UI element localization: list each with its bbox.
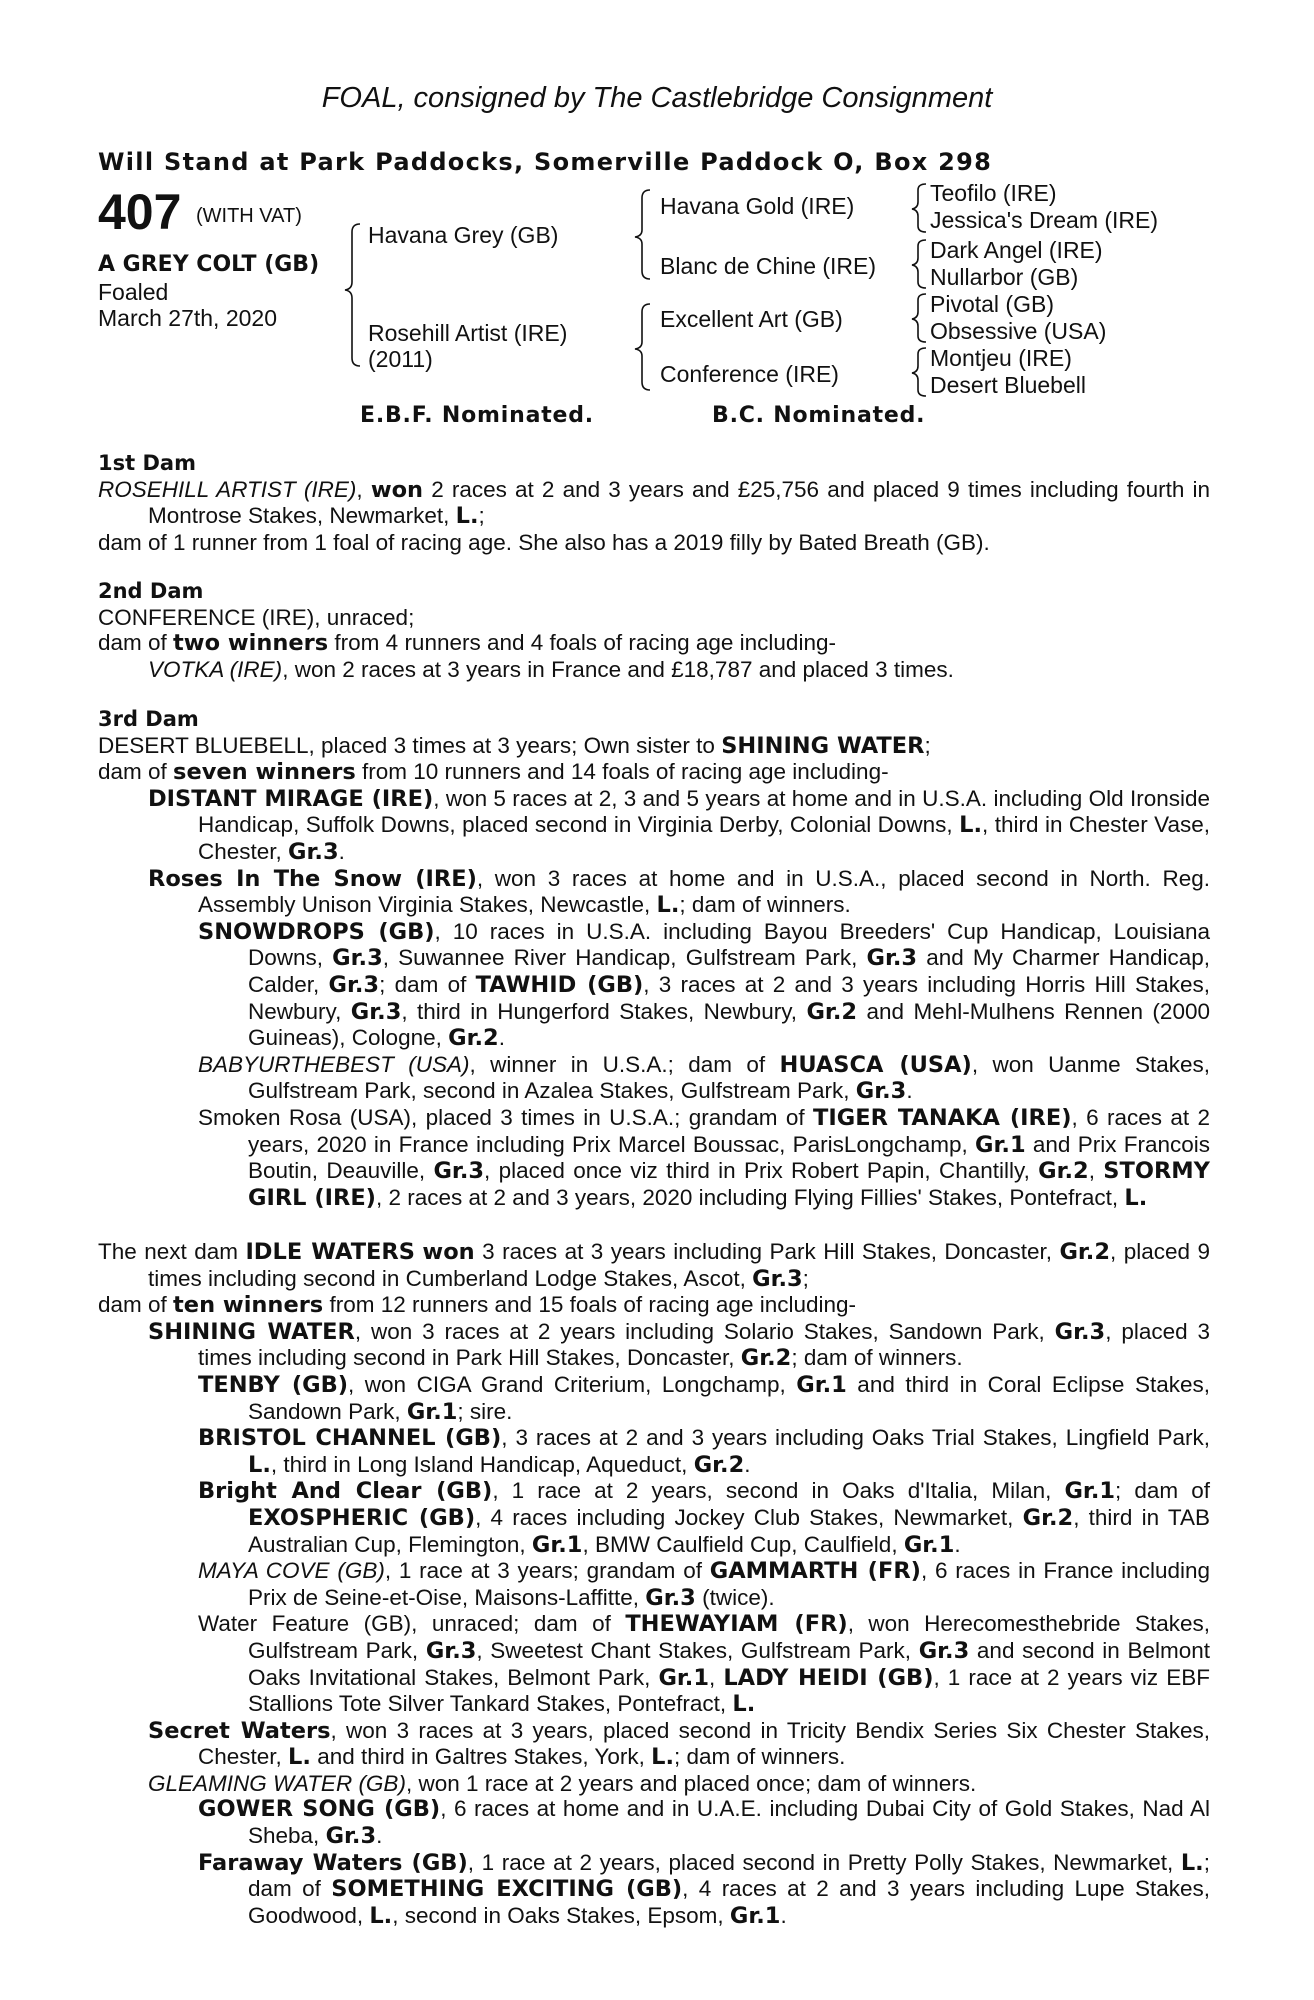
vat-note: (WITH VAT) — [196, 205, 302, 227]
third-dam-section — [98, 707, 1210, 1211]
progeny-secret-waters: Secret Waters, won 3 races at 3 years, placed second in Tricity Bendix Series Six Chester Stakes, Chester, L. and third in Galtres Stakes, York, L.; dam of winners. — [148, 1717, 1211, 1771]
second-dam-record: CONFERENCE (IRE), unraced; — [98, 604, 415, 630]
bc-nominated: B.C. Nominated. — [712, 403, 926, 428]
pedigree-ggp: Dark Angel (IRE) — [930, 237, 1103, 263]
progeny-gower-song: GOWER SONG (GB), 6 races at home and in U.A.E. including Dubai City of Gold Stakes, Nad Al Sheba, Gr.3. — [198, 1796, 1211, 1850]
first-dam-produce: dam of 1 runner from 1 foal of racing age. She also has a 2019 filly by Bated Breath (GB). — [98, 529, 990, 555]
pedigree-sire-sire: Havana Gold (IRE) — [660, 193, 855, 219]
ebf-nominated: E.B.F. Nominated. — [360, 403, 594, 428]
pedigree-dam: Rosehill Artist (IRE) — [368, 320, 568, 346]
progeny-faraway-waters: Faraway Waters (GB), 1 race at 2 years, placed second in Pretty Polly Stakes, Newmarket, L.; dam of SOMETHING EXCITING (GB), 4 races at 2 and 3 years including Lupe Stakes, Goodwood, L., second in Oaks Stakes, Epsom, Gr.1. — [198, 1849, 1210, 1929]
second-dam-produce: dam of two winners from 4 runners and 4 foals of racing age including- — [98, 630, 836, 657]
pedigree-ggp: Desert Bluebell — [930, 372, 1086, 398]
stand-location: Will Stand at Park Paddocks, Somerville Paddock O, Box 298 — [98, 148, 993, 176]
pedigree-sire: Havana Grey (GB) — [368, 222, 559, 248]
pedigree-ggp: Jessica's Dream (IRE) — [930, 207, 1159, 233]
pedigree-ggp: Obsessive (USA) — [930, 318, 1107, 344]
pedigree-ggp: Nullarbor (GB) — [930, 264, 1079, 290]
first-dam-record: ROSEHILL ARTIST (IRE), won 2 races at 2 and 3 years and £25,756 and placed 9 times including fourth in Montrose Stakes, Newmarket, L.; — [98, 476, 1210, 530]
first-dam-section — [98, 451, 1210, 555]
progeny-bright-and-clear: Bright And Clear (GB), 1 race at 2 years, second in Oaks d'Italia, Milan, Gr.1; dam of EXOSPHERIC (GB), 4 races including Jockey Club Stakes, Newmarket, Gr.2, third in TAB Australian Cup, Flemington, Gr.1, BMW Caulfield Cup, Caulfield, Gr.1. — [198, 1478, 1210, 1558]
pedigree-ggp: Montjeu (IRE) — [930, 345, 1072, 371]
next-dam-record: The next dam IDLE WATERS won 3 races at 3 years including Park Hill Stakes, Doncaster, Gr.2, placed 9 times including second in Cumberland Lodge Stakes, Ascot, Gr.3; — [98, 1239, 1210, 1292]
progeny-roses-in-the-snow: Roses In The Snow (IRE), won 3 races at home and in U.S.A., placed second in North. Reg. Assembly Unison Virginia Stakes, Newcastle, L.; dam of winners. — [148, 865, 1210, 919]
consignor-line: FOAL, consigned by The Castlebridge Consignment — [321, 82, 993, 114]
progeny-water-feature: Water Feature (GB), unraced; dam of THEWAYIAM (FR), won Herecomesthebride Stakes, Gulfstream Park, Gr.3, Sweetest Chant Stakes, Gulfstream Park, Gr.3 and second in Belmont Oaks Invitational Stakes, Belmont Park, Gr.1, LADY HEIDI (GB), 1 race at 2 years viz EBF Stallions Tote Silver Tankard Stakes, Pontefract, L. — [198, 1611, 1210, 1718]
progeny-gleaming-water: GLEAMING WATER (GB), won 1 race at 2 years and placed once; dam of winners. — [148, 1770, 977, 1796]
progeny-shining-water: SHINING WATER, won 3 races at 2 years including Solario Stakes, Sandown Park, Gr.3, placed 3 times including second in Park Hill Stakes, Doncaster, Gr.2; dam of winners. — [148, 1318, 1210, 1372]
progeny-snowdrops: SNOWDROPS (GB), 10 races in U.S.A. including Bayou Breeders' Cup Handicap, Louisiana Downs, Gr.3, Suwannee River Handicap, Gulfstream Park, Gr.3 and My Charmer Handicap, Calder, Gr.3; dam of TAWHID (GB), 3 races at 2 and 3 years including Horris Hill Stakes, Newbury, Gr.3, third in Hungerford Stakes, Newbury, Gr.2 and Mehl-Mulhens Rennen (2000 Guineas), Cologne, Gr.2. — [198, 918, 1210, 1052]
second-dam-heading: 2nd Dam — [98, 579, 204, 603]
first-dam-heading: 1st Dam — [98, 451, 196, 475]
progeny-tenby: TENBY (GB), won CIGA Grand Criterium, Longchamp, Gr.1 and third in Coral Eclipse Stakes, Sandown Park, Gr.1; sire. — [198, 1371, 1210, 1425]
progeny-smoken-rosa: Smoken Rosa (USA), placed 3 times in U.S.A.; grandam of TIGER TANAKA (IRE), 6 races at 2 years, 2020 in France including Prix Marcel Boussac, ParisLongchamp, Gr.1 and Prix Francois Boutin, Deauville, Gr.3, placed once viz third in Prix Robert Papin, Chantilly, Gr.2, STORMY GIRL (IRE), 2 races at 2 and 3 years, 2020 including Flying Fillies' Stakes, Pontefract, L. — [198, 1104, 1210, 1211]
foaled-date: March 27th, 2020 — [98, 305, 278, 331]
progeny-bristol-channel: BRISTOL CHANNEL (GB), 3 races at 2 and 3 years including Oaks Trial Stakes, Lingfield Park, L., third in Long Island Handicap, Aqueduct, Gr.2. — [198, 1425, 1210, 1478]
pedigree-dam-year: (2011) — [368, 346, 433, 372]
pedigree-sire-dam: Blanc de Chine (IRE) — [660, 253, 877, 279]
pedigree-ggp: Pivotal (GB) — [930, 291, 1054, 317]
second-dam-section — [98, 579, 1210, 682]
horse-description: A GREY COLT (GB) — [98, 252, 320, 277]
pedigree-dam-sire: Excellent Art (GB) — [660, 306, 843, 332]
progeny-distant-mirage: DISTANT MIRAGE (IRE), won 5 races at 2, 3 and 5 years at home and in U.S.A. including Old Ironside Handicap, Suffolk Downs, placed second in Virginia Derby, Colonial Downs, L., third in Chester Vase, Chester, Gr.3. — [148, 785, 1211, 865]
foaled-label: Foaled — [98, 279, 169, 305]
pedigree-ggp: Teofilo (IRE) — [930, 180, 1057, 206]
progeny-maya-cove: MAYA COVE (GB), 1 race at 3 years; grandam of GAMMARTH (FR), 6 races in France including Prix de Seine-et-Oise, Maisons-Laffitte, Gr.3 (twice). — [198, 1558, 1210, 1611]
next-dam-produce: dam of ten winners from 12 runners and 15 foals of racing age including- — [98, 1292, 857, 1319]
pedigree-dam-dam: Conference (IRE) — [660, 361, 839, 387]
third-dam-record: DESERT BLUEBELL, placed 3 times at 3 years; Own sister to SHINING WATER; — [98, 732, 931, 759]
lot-number: 407 — [98, 184, 182, 240]
progeny-votka: VOTKA (IRE), won 2 races at 3 years in France and £18,787 and placed 3 times. — [148, 656, 954, 682]
progeny-babyurthebest: BABYURTHEBEST (USA), winner in U.S.A.; dam of HUASCA (USA), won Uanme Stakes, Gulfstream Park, second in Azalea Stakes, Gulfstream Park, Gr.3. — [198, 1051, 1211, 1105]
third-dam-heading: 3rd Dam — [98, 707, 199, 731]
next-dam-section — [98, 1239, 1210, 1929]
third-dam-produce: dam of seven winners from 10 runners and 14 foals of racing age including- — [98, 759, 889, 786]
